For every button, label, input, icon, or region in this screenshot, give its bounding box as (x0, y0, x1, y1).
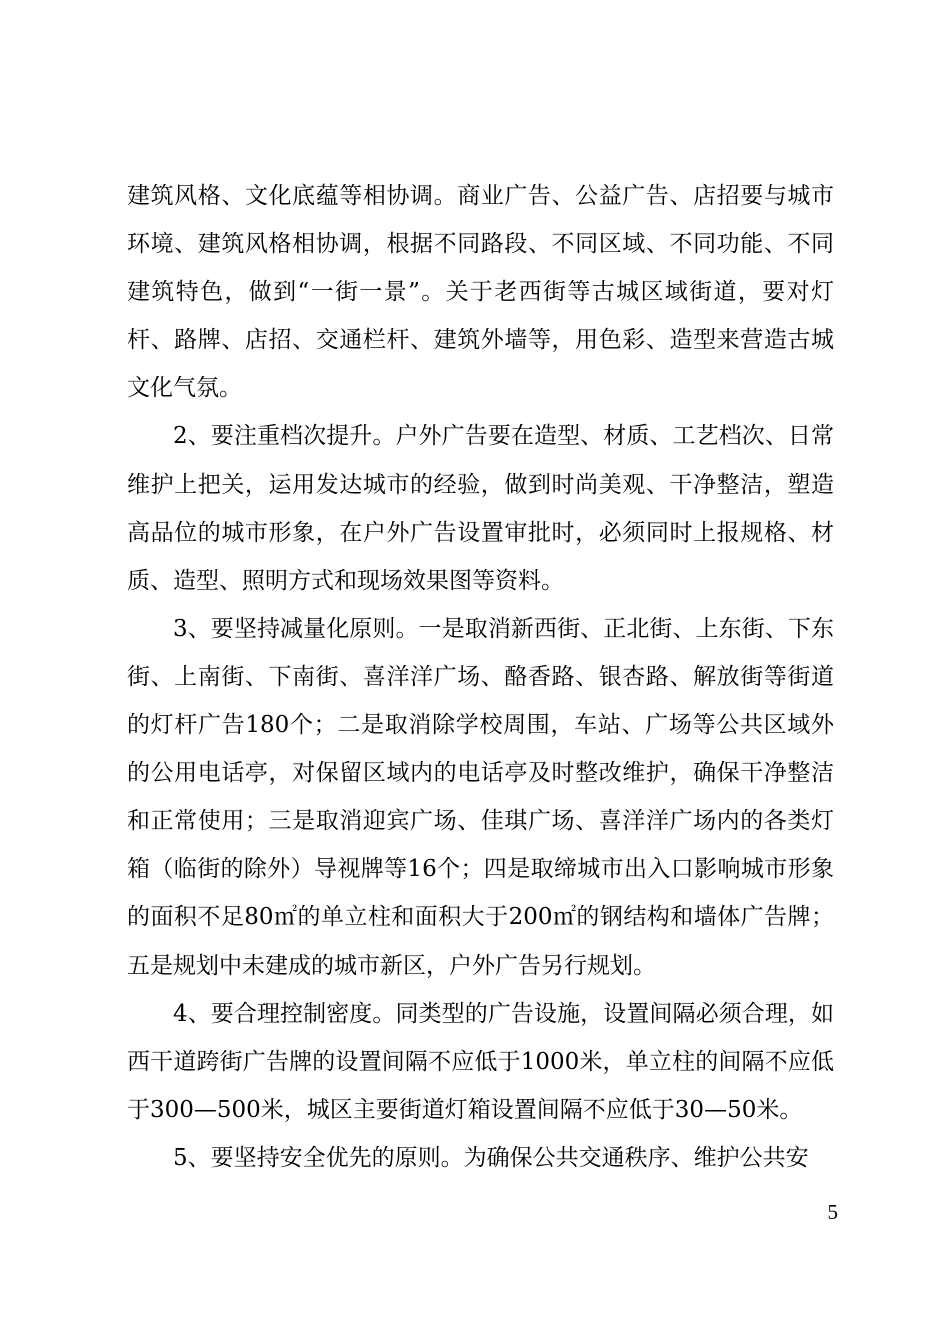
paragraph-continuation: 建筑风格、文化底蕴等相协调。商业广告、公益广告、店招要与城市环境、建筑风格相协调，根据不同路段、不同区域、不同功能、不同建筑特色，做到“一街一景”。关于老西街等古城区域街道，要对灯杆、路牌、店招、交通栏杆、建筑外墙等，用色彩、造型来营造古城文化气氛。 (127, 183, 834, 402)
paragraph-item-4: 4、要合理控制密度。同类型的广告设施，设置间隔必须合理，如西干道跨街广告牌的设置间隔不应低于1000米，单立柱的间隔不应低于300—500米，城区主要街道灯箱设置间隔不应低于30—50米。 (127, 1000, 834, 1123)
body-text (127, 172, 834, 1182)
page-number: 5 (827, 1200, 838, 1224)
paragraph-item-3: 3、要坚持减量化原则。一是取消新西街、正北街、上东街、下东街、上南街、下南街、喜洋洋广场、酪香路、银杏路、解放街等街道的灯杆广告180个；二是取消除学校周围，车站、广场等公共区域外的公用电话亭，对保留区域内的电话亭及时整改维护，确保干净整洁和正常使用；三是取消迎宾广场、佳琪广场、喜洋洋广场内的各类灯箱（临街的除外）导视牌等16个；四是取缔城市出入口影响城市形象的面积不足80㎡的单立柱和面积大于200㎡的钢结构和墙体广告牌；五是规划中未建成的城市新区，户外广告另行规划。 (127, 615, 834, 979)
paragraph-item-2: 2、要注重档次提升。户外广告要在造型、材质、工艺档次、日常维护上把关，运用发达城市的经验，做到时尚美观、干净整洁，塑造高品位的城市形象，在户外广告设置审批时，必须同时上报规格、材质、造型、照明方式和现场效果图等资料。 (127, 423, 834, 594)
paragraph-item-5: 5、要坚持安全优先的原则。为确保公共交通秩序、维护公共安 (173, 1144, 809, 1171)
